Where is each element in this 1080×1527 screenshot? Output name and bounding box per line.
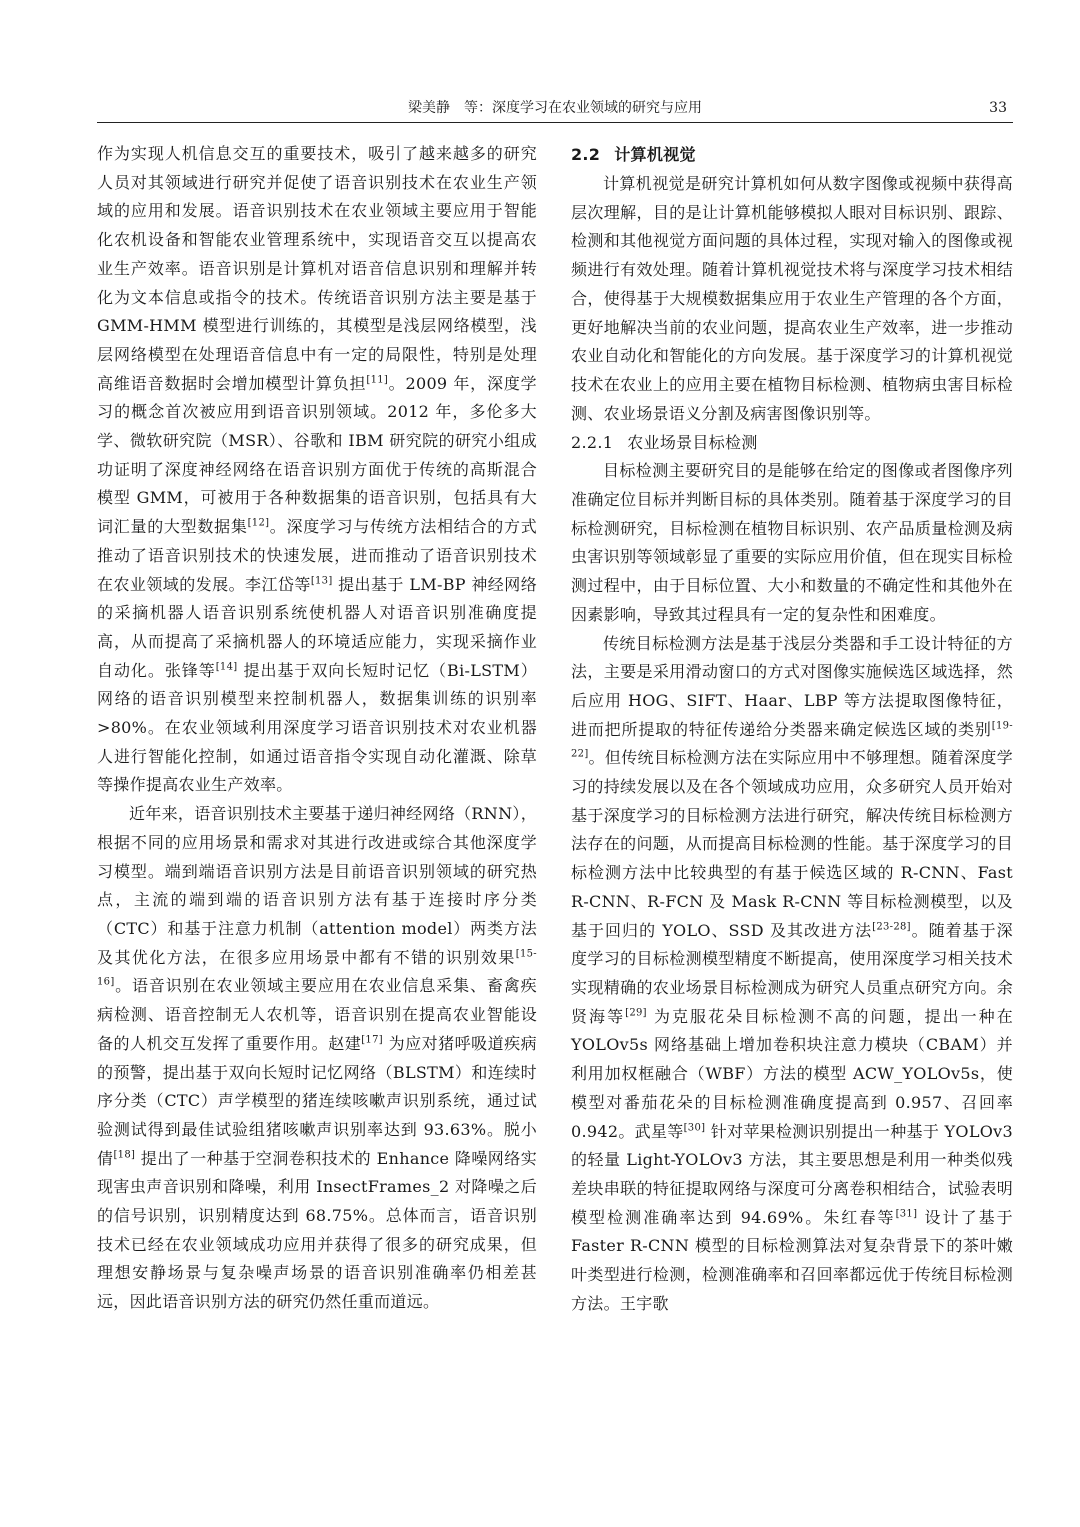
- running-header: [97, 98, 1013, 123]
- paragraph-text: 针对苹果检测识别提出一种基于 YOLOv3 的轻量 Light-YOLOv3 方法，其主要思想是利用一种类似残差块串联的特征提取网络与深度可分离卷积相结合，试验表明模型检测准确率达到 94.69%。朱红春等: [571, 1121, 1013, 1227]
- paragraph-text: 传统目标检测方法是基于浅层分类器和手工设计特征的方法，主要是采用滑动窗口的方式对图像实施候选区域选择，然后应用 HOG、SIFT、Haar、LBP 等方法提取图像特征，进而把所提取的特征传递给分类器来确定候选区域的类别: [571, 633, 1013, 739]
- citation-ref: [29]: [625, 1007, 647, 1019]
- running-title: 梁美静 等：深度学习在农业领域的研究与应用: [408, 100, 702, 116]
- citation-ref: [11]: [366, 374, 389, 386]
- citation-ref: [12]: [247, 517, 270, 529]
- paragraph: [97, 140, 537, 800]
- page-number: 33: [989, 100, 1007, 116]
- subsection-number: 2.2.1: [571, 433, 614, 453]
- citation-ref: [18]: [113, 1149, 136, 1161]
- paragraph-text: 提出基于双向长短时记忆（Bi-LSTM）网络的语音识别模型来控制机器人，数据集训练的识别率>80%。在农业领域利用深度学习语音识别技术对农业机器人进行智能化控制，如通过语音指令实现自动化灌溉、除草等操作提高农业生产效率。: [97, 660, 537, 795]
- citation-ref: [30]: [683, 1122, 706, 1134]
- subsection-heading: [571, 428, 1013, 457]
- citation-ref: [14]: [215, 661, 238, 673]
- paragraph: 计算机视觉是研究计算机如何从数字图像或视频中获得高层次理解，目的是让计算机能够模拟人眼对目标识别、跟踪、检测和其他视觉方面问题的具体过程，实现对输入的图像或视频进行有效处理。随着计算机视觉技术将与深度学习技术相结合，使得基于大规模数据集应用于农业生产管理的各个方面，更好地解决当前的农业问题，提高农业生产效率，进一步推动农业自动化和智能化的方向发展。基于深度学习的计算机视觉技术在农业上的应用主要在植物目标检测、植物病虫害目标检测、农业场景语义分割及病害图像识别等。: [571, 174, 1013, 423]
- paragraph-text: 为应对猪呼吸道疾病的预警，提出基于双向长短时记忆网络（BLSTM）和连续时序分类（CTC）声学模型的猪连续咳嗽声识别系统，通过试验测试得到最佳试验组猪咳嗽声识别率达到 93.63%。脱小倩: [97, 1033, 537, 1168]
- paragraph-text: 。随着基于深度学习的目标检测模型精度不断提高，使用深度学习相关技术实现精确的农业场景目标检测成为研究人员重点研究方向。余贤海等: [571, 920, 1013, 1026]
- section-title: 计算机视觉: [614, 145, 696, 164]
- left-column: [97, 140, 537, 1317]
- paragraph-text: 。2009 年，深度学习的概念首次被应用到语音识别领域。2012 年，多伦多大学、微软研究院（MSR）、谷歌和 IBM 研究院的研究小组成功证明了深度神经网络在语音识别方面优于传统的高斯混合模型 GMM，可被用于各种数据集的语音识别，包括具有大词汇量的大型数据集: [97, 373, 537, 537]
- paragraph-text: 设计了基于 Faster R-CNN 模型的目标检测算法对复杂背景下的茶叶嫩叶类型进行检测，检测准确率和召回率都远优于传统目标检测方法。王宇歌: [571, 1207, 1013, 1313]
- paragraph: [571, 630, 1013, 1319]
- paragraph-text: 。语音识别在农业领域主要应用在农业信息采集、畜禽疾病检测、语音控制无人农机等，语音识别在提高农业智能设备的人机交互发挥了重要作用。赵建: [97, 976, 537, 1053]
- paragraph: 目标检测主要研究目的是能够在给定的图像或者图像序列准确定位目标并判断目标的具体类别。随着基于深度学习的目标检测研究，目标检测在植物目标识别、农产品质量检测及病虫害识别等领域彰显了重要的实际应用价值，但在现实目标检测过程中，由于目标位置、大小和数量的不确定性和其他外在因素影响，导致其过程具有一定的复杂性和困难度。: [571, 461, 1013, 624]
- paragraph-text: 提出了一种基于空洞卷积技术的 Enhance 降噪网络实现害虫声音识别和降噪，利用 InsectFrames_2 对降噪之后的信号识别，识别精度达到 68.75%。总体而言，语音识别技术已经在农业领域成功应用并获得了很多的研究成果，但理想安静场景与复杂噪声场景的语音识别准确率仍相差甚远，因此语音识别方法的研究仍然任重而道远。: [97, 1148, 537, 1312]
- citation-ref: [31]: [895, 1208, 918, 1220]
- paragraph-text: 为克服花朵目标检测不高的问题，提出一种在 YOLOv5s 网络基础上增加卷积块注意力模块（CBAM）并利用加权框融合（WBF）方法的模型 ACW_YOLOv5s，使模型对番茄花朵的目标检测准确度提高到 0.957、召回率 0.942。武星等: [571, 1006, 1014, 1141]
- paragraph-text: 提出基于 LM-BP 神经网络的采摘机器人语音识别系统使机器人对语音识别准确度提高，从而提高了采摘机器人的环境适应能力，实现采摘作业自动化。张锋等: [97, 574, 538, 680]
- subsection-title: 农业场景目标检测: [627, 433, 758, 453]
- paragraph-text: 。但传统目标检测方法在实际应用中不够理想。随着深度学习的持续发展以及在各个领域成功应用，众多研究人员开始对基于深度学习的目标检测方法进行研究，解决传统目标检测方法存在的问题，从而提高目标检测的性能。基于深度学习的目标检测方法中比较典型的有基于候选区域的 R-CNN、Fast R-CNN、R-FCN 及 Mask R-CNN 等目标检测模型，以及基于回归的 YOLO、SSD 及其改进方法: [571, 748, 1013, 940]
- paragraph-text: 近年来，语音识别技术主要基于递归神经网络（RNN），根据不同的应用场景和需求对其进行改进或综合其他深度学习模型。端到端语音识别方法是目前语音识别领域的研究热点，主流的端到端的语音识别方法有基于连接时序分类（CTC）和基于注意力机制（attention model）两类方法及其优化方法，在很多应用场景中都有不错的识别效果: [97, 804, 537, 967]
- citation-ref: [23-28]: [872, 921, 911, 933]
- citation-ref: [19-22]: [571, 720, 1013, 761]
- paragraph-text: 作为实现人机信息交互的重要技术，吸引了越来越多的研究人员对其领域进行研究并促使了语音识别技术在农业生产领域的应用和发展。语音识别技术在农业领域主要应用于智能化农机设备和智能农业管理系统中，实现语音交互以提高农业生产效率。语音识别是计算机对语音信息识别和理解并转化为文本信息或指令的技术。传统语音识别方法主要是基于 GMM-HMM 模型进行训练的，其模型是浅层网络模型，浅层网络模型在处理语音信息中有一定的局限性，特别是处理高维语音数据时会增加模型计算负担: [97, 144, 537, 393]
- citation-ref: [13]: [310, 575, 333, 587]
- section-number: 2.2: [571, 145, 601, 164]
- citation-ref: [15-16]: [97, 948, 537, 989]
- paragraph-text: 。深度学习与传统方法相结合的方式推动了语音识别技术的快速发展，进而推动了语音识别技术在农业领域的发展。李江岱等: [97, 517, 537, 594]
- citation-ref: [17]: [361, 1034, 383, 1046]
- section-heading: [571, 140, 1013, 170]
- right-column: [571, 140, 1013, 1318]
- paragraph: [97, 800, 537, 1317]
